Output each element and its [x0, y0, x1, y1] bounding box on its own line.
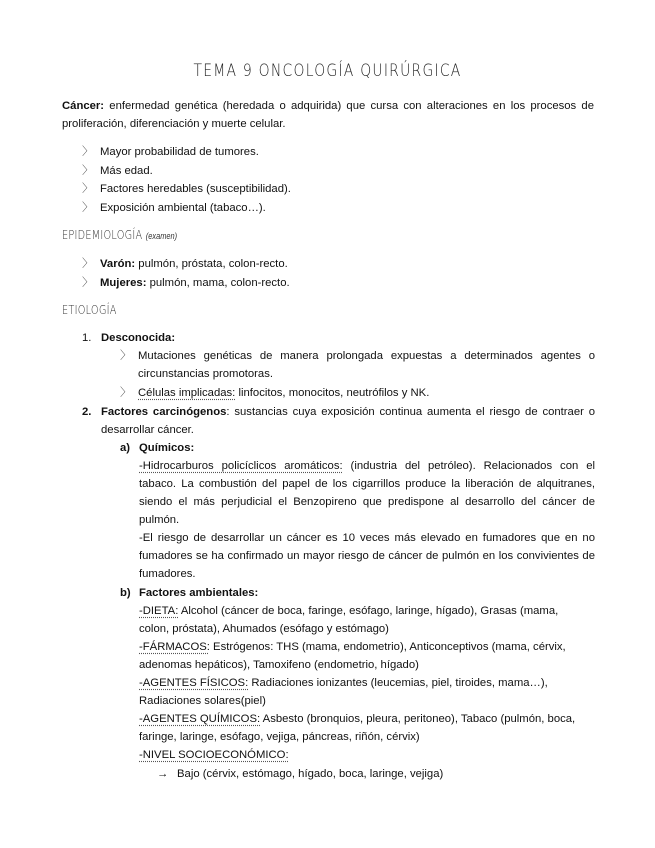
list-item: 〉 Células implicadas: linfocitos, monocitos, neutrófilos y NK. — [120, 384, 429, 402]
section-heading-epidemiologia: EPIDEMIOLOGÍA (examen) — [62, 227, 178, 242]
list-item: 〉 Mayor probabilidad de tumores. — [82, 143, 259, 161]
list-item: 〉 Varón: pulmón, próstata, colon-recto. — [82, 255, 288, 273]
factores-carcinogenos: Factores carcinógenos: sustancias cuya exposición continua aumenta el riesgo de contraer o desarrollar cáncer. — [101, 406, 596, 436]
chevron-icon: 〉 — [82, 146, 94, 158]
agentes-fisicos-paragraph: -AGENTES FÍSICOS: Radiaciones ionizantes (leucemias, piel, tiroides, mama…), Radiaciones solares(piel) — [139, 677, 548, 707]
agentes-quimicos-paragraph: -AGENTES QUÍMICOS: Asbesto (bronquios, pleura, peritoneo), Tabaco (pulmón, boca, faringe, laringe, esófago, vejiga, páncreas, riñón, cérvix) — [139, 713, 576, 743]
dieta-paragraph: -DIETA: Alcohol (cáncer de boca, faringe, esófago, laringe, hígado), Grasas (mama, colon, próstata), Ahumados (esófago y estómago) — [139, 605, 559, 635]
exam-note: (examen) — [145, 231, 178, 242]
farmacos-paragraph: -FÁRMACOS: Estrógenos: THS (mama, endometrio), Anticonceptivos (mama, cérvix, adenomas hepáticos), Tamoxifeno (endometrio, hígado) — [139, 641, 566, 671]
chevron-icon: 〉 — [82, 165, 94, 177]
page-title: TEMA 9 ONCOLOGÍA QUIRÚRGICA — [193, 61, 462, 81]
chevron-icon: 〉 — [82, 258, 94, 270]
arrow-right-icon: → — [157, 768, 169, 780]
desconocida-label: Desconocida: — [101, 332, 176, 344]
factores-ambientales-label: Factores ambientales: — [139, 587, 259, 599]
section-heading-etiologia: ETIOLOGÍA — [62, 302, 117, 317]
list-letter: b) — [120, 587, 131, 599]
chevron-icon: 〉 — [82, 202, 94, 214]
list-item: → Bajo (cérvix, estómago, hígado, boca, laringe, vejiga) — [157, 765, 443, 783]
list-item: 〉 Más edad. — [82, 162, 153, 180]
list-item: 〉 Mujeres: pulmón, mama, colon-recto. — [82, 274, 290, 292]
intro-text: enfermedad genética (heredada o adquirida) que cursa con alteraciones en los procesos de proliferación, diferenciación y muerte celular. — [62, 100, 594, 130]
quimicos-paragraph-1: -Hidrocarburos policíclicos aromáticos: (industria del petróleo). Relacionados con el tabaco. La combustión del papel de los cigarrillos produce la liberación de alquitranes, siendo el más perjudicial el Benzopireno que predispone al desarrollo del cáncer de pulmón. — [139, 460, 595, 526]
nivel-socioeconomico-label: -NIVEL SOCIOECONÓMICO: — [139, 749, 289, 761]
intro-term: Cáncer: — [62, 100, 105, 112]
chevron-icon: 〉 — [120, 387, 132, 399]
intro-paragraph — [62, 97, 594, 133]
quimicos-paragraph-2: -El riesgo de desarrollar un cáncer es 10 veces más elevado en fumadores que en no fumadores se ha confirmado un mayor riesgo de cáncer de pulmón en los convivientes de fumadores. — [139, 532, 595, 580]
list-number: 1. — [82, 332, 92, 344]
list-item: 〉 Mutaciones genéticas de manera prolongada expuestas a determinados agentes o circunstancias promotoras. — [120, 347, 595, 383]
list-item: 〉 Factores heredables (susceptibilidad). — [82, 180, 291, 198]
chevron-icon: 〉 — [120, 350, 132, 362]
quimicos-label: Químicos: — [139, 442, 195, 454]
list-item: 〉 Exposición ambiental (tabaco…). — [82, 199, 266, 217]
chevron-icon: 〉 — [82, 183, 94, 195]
chevron-icon: 〉 — [82, 277, 94, 289]
list-number: 2. — [82, 406, 92, 418]
list-letter: a) — [120, 442, 131, 454]
